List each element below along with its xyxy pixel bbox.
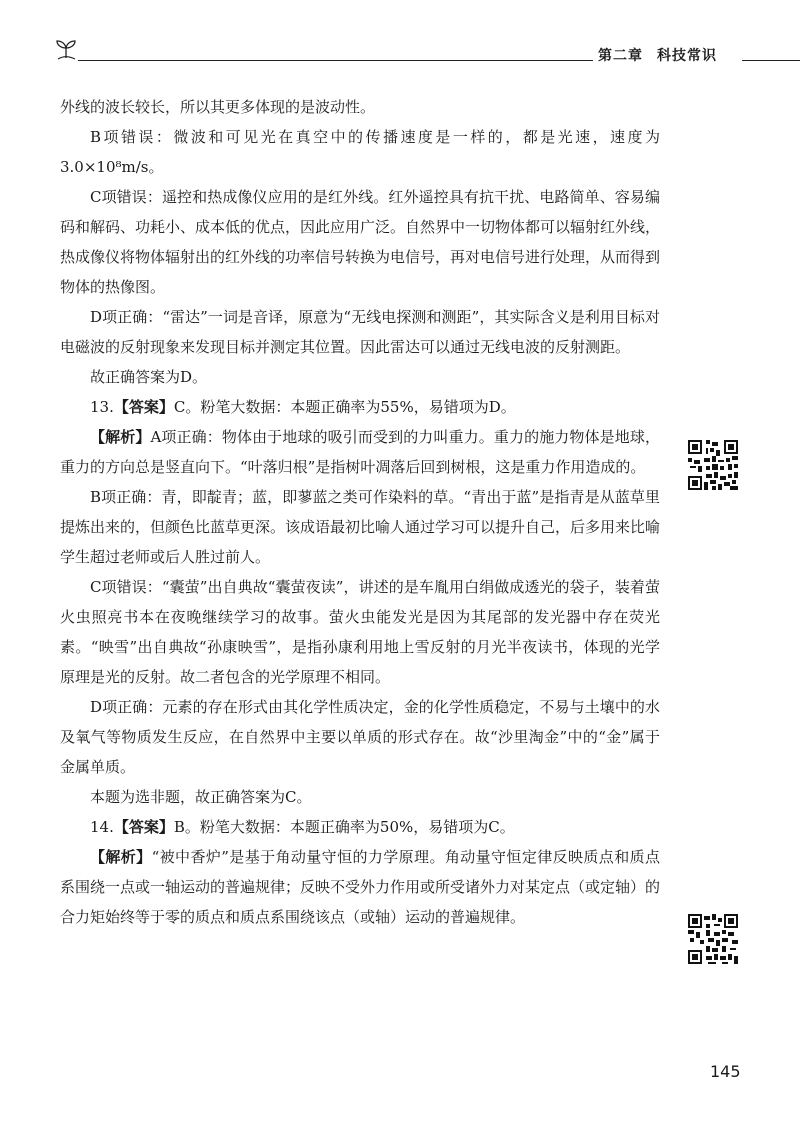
page-number: 145: [710, 1062, 741, 1081]
analysis-text: “被中香炉”是基于角动量守恒的力学原理。角动量守恒定律反映质点和质点系围绕一点或一轴运动的普遍规律；反映不受外力作用或所受诸外力对某定点（或定轴）的合力矩始终等于零的质点和质点系围绕该点（或轴）运动的普遍规律。: [60, 848, 661, 926]
paragraph: 本题为选非题，故正确答案为C。: [90, 788, 312, 806]
leaf-icon: [55, 38, 77, 60]
analysis-13: [60, 422, 660, 482]
analysis-label: 【解析】: [90, 428, 151, 446]
question-number: 14.: [90, 818, 114, 836]
analysis-14: [60, 842, 660, 932]
paragraph: B项正确：青，即靛青；蓝，即蓼蓝之类可作染料的草。“青出于蓝”是指青是从蓝草里提炼出来的，但颜色比蓝草更深。该成语最初比喻人通过学习可以提升自己，后多用来比喻学生超过老师或后人胜过前人。: [60, 488, 661, 566]
paragraph: C项错误：遥控和热成像仪应用的是红外线。红外遥控具有抗干扰、电路简单、容易编码和解码、功耗小、成本低的优点，因此应用广泛。自然界中一切物体都可以辐射红外线，热成像仪将物体辐射出的红外线的功率信号转换为电信号，再对电信号进行处理，从而得到物体的热像图。: [60, 188, 661, 296]
header-rule-left: [78, 60, 593, 61]
paragraph: 故正确答案为D。: [90, 368, 208, 386]
answer-line-14: [60, 812, 660, 842]
page-header: [0, 0, 800, 70]
qr-code-icon[interactable]: [688, 440, 738, 490]
question-number: 13.: [90, 398, 114, 416]
qr-code-icon[interactable]: [688, 914, 738, 964]
section-title: 科技常识: [657, 48, 717, 64]
paragraph: 外线的波长较长，所以其更多体现的是波动性。: [60, 98, 376, 116]
answer-label: 【答案】: [113, 398, 174, 416]
chapter-number: 第二章: [598, 48, 643, 64]
analysis-text: A项正确：物体由于地球的吸引而受到的力叫重力。重力的施力物体是地球，重力的方向总是竖直向下。“叶落归根”是指树叶凋落后回到树根，这是重力作用造成的。: [60, 428, 660, 476]
paragraph: B项错误：微波和可见光在真空中的传播速度是一样的，都是光速，速度为3.0×10⁸m/s。: [60, 128, 660, 176]
chapter-title: [598, 45, 717, 65]
answer-line-13: [60, 392, 660, 422]
paragraph: D项正确：“雷达”一词是音译，原意为“无线电探测和测距”，其实际含义是利用目标对电磁波的反射现象来发现目标并测定其位置。因此雷达可以通过无线电波的反射测距。: [60, 308, 660, 356]
paragraph: C项错误：“囊萤”出自典故“囊萤夜读”，讲述的是车胤用白绢做成透光的袋子，装着萤火虫照亮书本在夜晚继续学习的故事。萤火虫能发光是因为其尾部的发光器中存在荧光素。“映雪”出自典故“孙康映雪”，是指孙康利用地上雪反射的月光半夜读书，体现的光学原理是光的反射。故二者包含的光学原理不相同。: [60, 578, 660, 686]
answer-text: B。粉笔大数据：本题正确率为50%，易错项为C。: [173, 818, 515, 836]
answer-text: C。粉笔大数据：本题正确率为55%，易错项为D。: [173, 398, 516, 416]
answer-label: 【答案】: [113, 818, 174, 836]
header-rule-right: [742, 60, 800, 61]
analysis-label: 【解析】: [90, 848, 152, 866]
page-body: [60, 92, 660, 932]
paragraph: D项正确：元素的存在形式由其化学性质决定，金的化学性质稳定，不易与土壤中的水及氧气等物质发生反应，在自然界中主要以单质的形式存在。故“沙里淘金”中的“金”属于金属单质。: [60, 698, 660, 776]
